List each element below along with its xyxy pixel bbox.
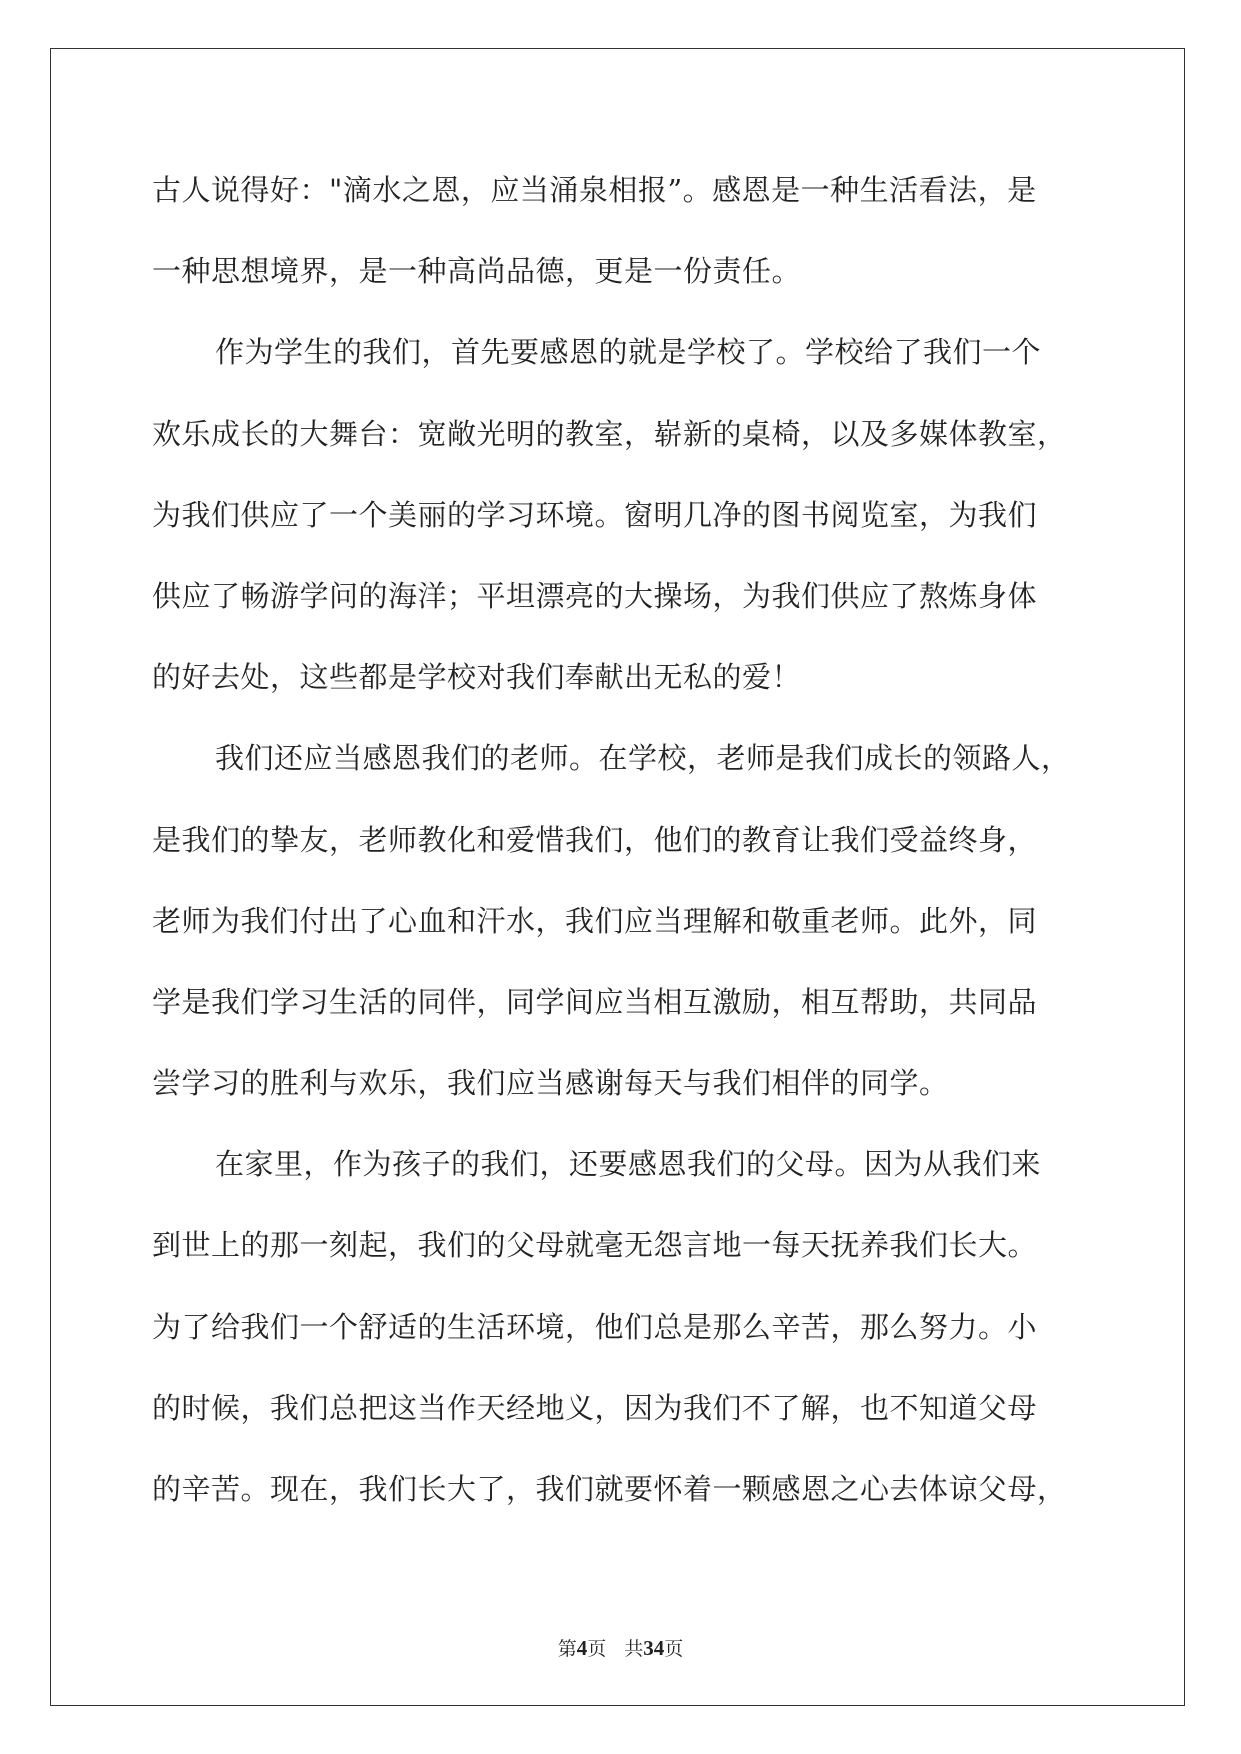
text-line: 老师为我们付出了心血和汗水，我们应当理解和敬重老师。此外，同 bbox=[152, 903, 1038, 938]
text-line: 的时候，我们总把这当作天经地义，因为我们不了解，也不知道父母 bbox=[152, 1390, 1038, 1425]
paragraph-start-line: 作为学生的我们，首先要感恩的就是学校了。学校给了我们一个 bbox=[215, 335, 1042, 370]
total-prefix: 共 bbox=[624, 1638, 644, 1660]
total-pages: 34 bbox=[643, 1636, 665, 1660]
page-prefix: 第 bbox=[557, 1638, 577, 1660]
text-line: 欢乐成长的大舞台：宽敞光明的教室，崭新的桌椅，以及多媒体教室， bbox=[152, 416, 1067, 451]
page-suffix: 页 bbox=[587, 1638, 607, 1660]
text-line: 到世上的那一刻起，我们的父母就毫无怨言地一每天抚养我们长大。 bbox=[152, 1228, 1038, 1263]
document-body bbox=[152, 150, 1092, 1530]
paragraph-start-line: 我们还应当感恩我们的老师。在学校，老师是我们成长的领路人， bbox=[215, 741, 1071, 776]
page-number: 4 bbox=[576, 1636, 588, 1660]
page-footer bbox=[0, 1634, 1241, 1661]
total-suffix: 页 bbox=[664, 1638, 684, 1660]
text-line: 一种思想境界，是一种高尚品德，更是一份责任。 bbox=[152, 254, 802, 289]
text-line: 是我们的挚友，老师教化和爱惜我们，他们的教育让我们受益终身， bbox=[152, 822, 1038, 857]
text-line: 尝学习的胜利与欢乐，我们应当感谢每天与我们相伴的同学。 bbox=[152, 1066, 949, 1101]
text-line: 的好去处，这些都是学校对我们奉献出无私的爱！ bbox=[152, 660, 802, 695]
text-line: 古人说得好："滴水之恩，应当涌泉相报”。感恩是一种生活看法，是 bbox=[152, 173, 1037, 207]
text-line: 为了给我们一个舒适的生活环境，他们总是那么辛苦，那么努力。小 bbox=[152, 1309, 1038, 1344]
text-line: 学是我们学习生活的同伴，同学间应当相互激励，相互帮助，共同品 bbox=[152, 984, 1038, 1019]
text-line: 的辛苦。现在，我们长大了，我们就要怀着一颗感恩之心去体谅父母， bbox=[152, 1472, 1067, 1506]
text-line: 供应了畅游学问的海洋；平坦漂亮的大操场，为我们供应了熬炼身体 bbox=[152, 578, 1038, 613]
text-line: 为我们供应了一个美丽的学习环境。窗明几净的图书阅览室，为我们 bbox=[152, 497, 1038, 532]
paragraph-start-line: 在家里，作为孩子的我们，还要感恩我们的父母。因为从我们来 bbox=[215, 1147, 1042, 1182]
